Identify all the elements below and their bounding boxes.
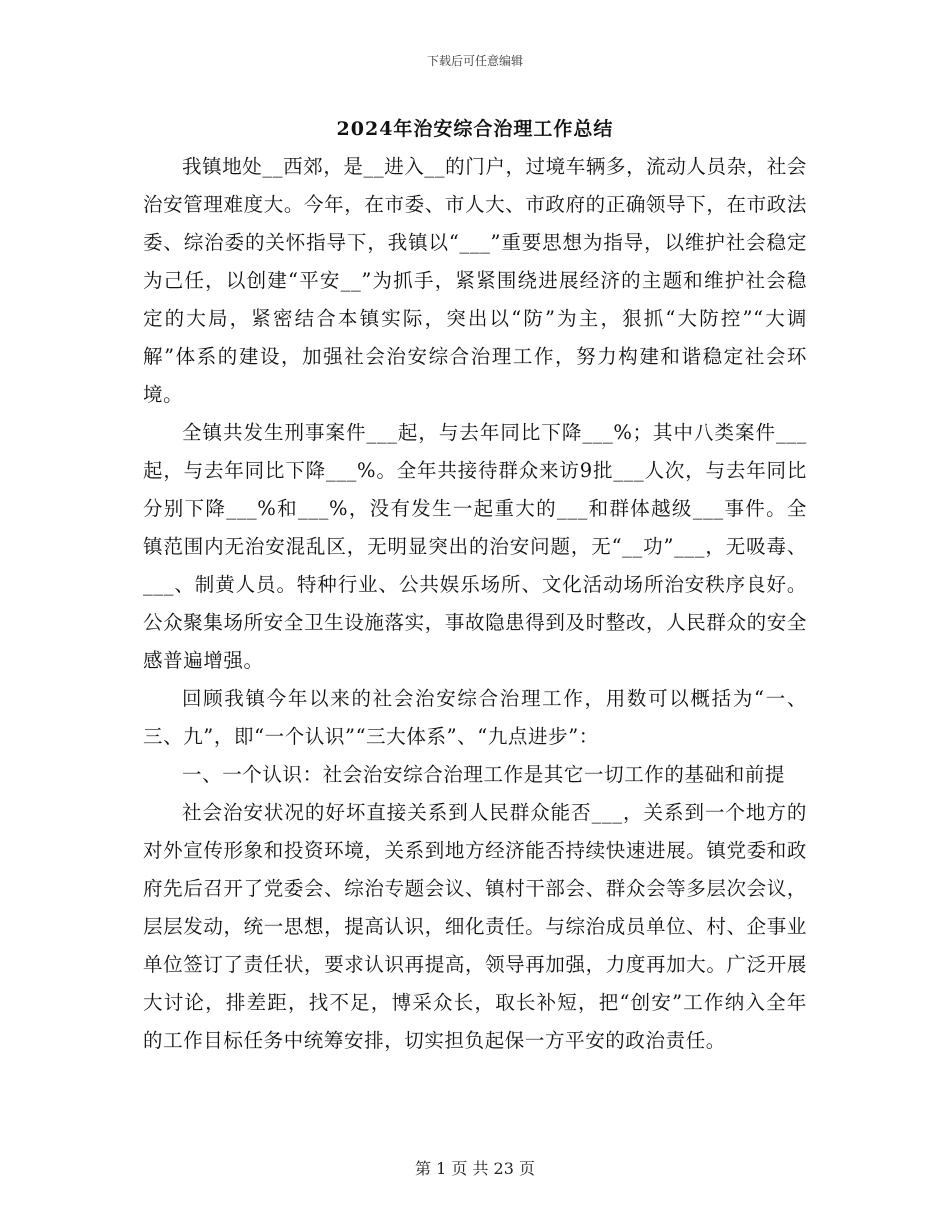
paragraph-statistics: 全镇共发生刑事案件___起，与去年同比下降___%；其中八类案件___起，与去年同比下降___%。全年共接待群众来访9批___人次，与去年同比分别下降___%和___%，没有发生一起重大的___和群体越级___事件。全镇范围内无治安混乱区，无明显突出的治安问题，无“__功”___，无吸毒、___、制黄人员。特种行业、公共娱乐场所、文化活动场所治安秩序良好。公众聚集场所安全卫生设施落实，事故隐患得到及时整改，人民群众的安全感普遍增强。 [143,421,807,672]
page-header: 下载后可任意编辑 [426,54,523,68]
section-heading-one: 一、一个认识：社会治安综合治理工作是其它一切工作的基础和前提 [182,763,786,786]
document-body [143,148,807,1060]
paragraph-intro: 我镇地处__西郊，是__进入__的门户，过境车辆多，流动人员杂，社会治安管理难度大。今年，在市委、市人大、市政府的正确领导下，在市政法委、综治委的关怀指导下，我镇以“___”重要思想为指导，以维护社会稳定为己任，以创建“平安__”为抓手，紧紧围绕进展经济的主题和维护社会稳定的大局，紧密结合本镇实际，突出以“防”为主，狠抓“大防控”“大调解”体系的建设，加强社会治安综合治理工作，努力构建和谐稳定社会环境。 [143,155,807,406]
paragraph-review: 回顾我镇今年以来的社会治安综合治理工作，用数可以概括为“一、三、九”，即“一个认识”“三大体系”、“九点进步”： [143,687,807,748]
document-title: 2024年治安综合治理工作总结 [336,118,614,140]
paragraph-section-one: 社会治安状况的好坏直接关系到人民群众能否___，关系到一个地方的对外宣传形象和投资环境，关系到地方经济能否持续快速进展。镇党委和政府先后召开了党委会、综治专题会议、镇村干部会、群众会等多层次会议，层层发动，统一思想，提高认识，细化责任。与综治成员单位、村、企事业单位签订了责任状，要求认识再提高，领导再加强，力度再加大。广泛开展大讨论，排差距，找不足，博采众长，取长补短，把“创安”工作纳入全年的工作目标任务中统筹安排，切实担负起保一方平安的政治责任。 [143,801,807,1052]
page-footer: 第 1 页 共 23 页 [415,1159,535,1178]
